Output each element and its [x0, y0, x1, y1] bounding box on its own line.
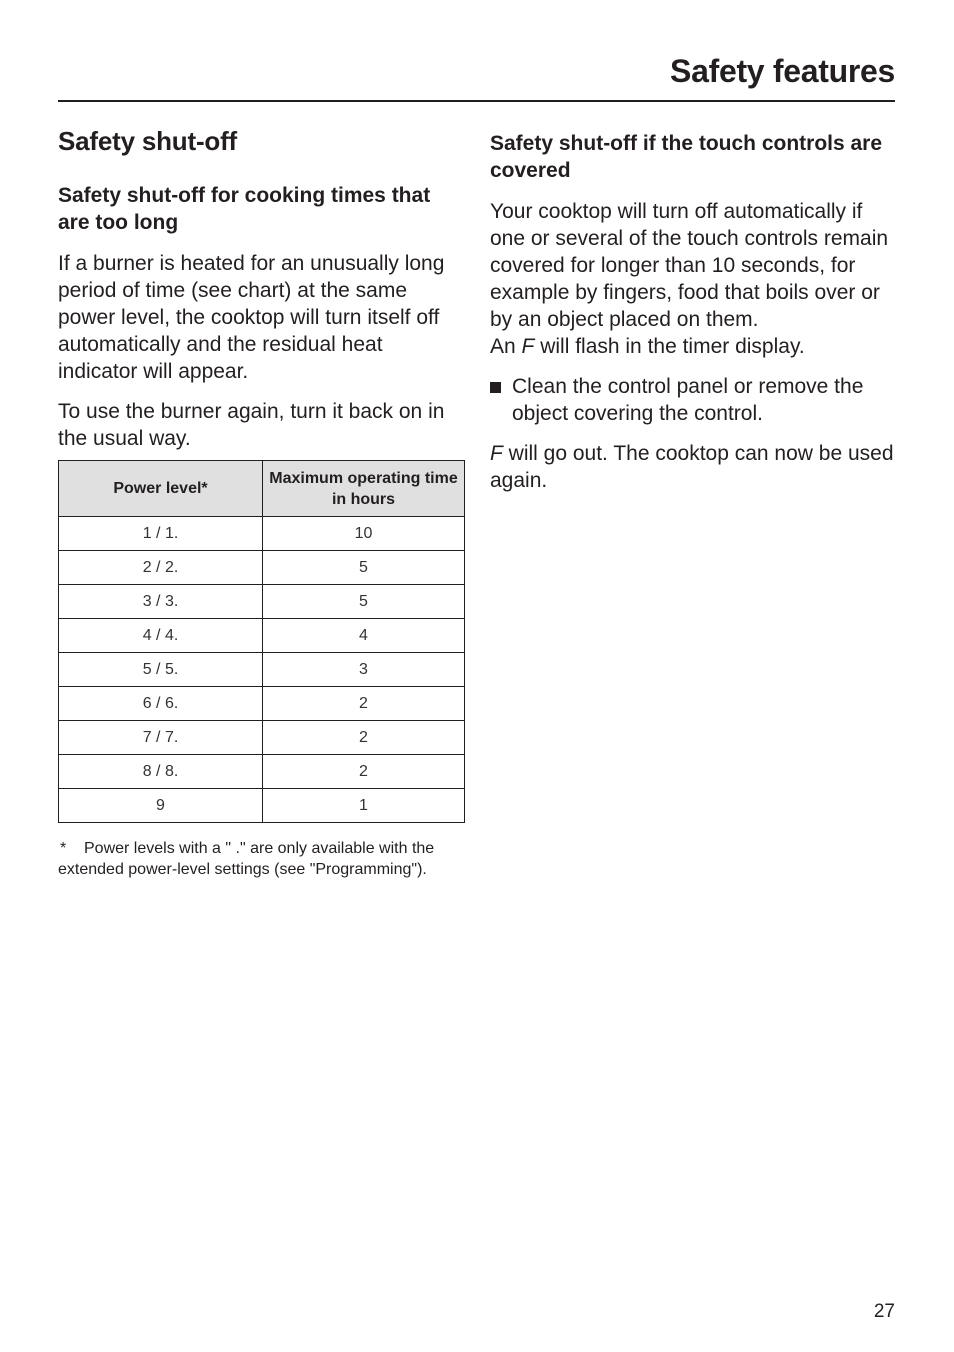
max-time-cell: 3 — [263, 653, 465, 687]
paragraph-flash-display — [490, 333, 900, 360]
power-level-cell: 6 / 6. — [59, 687, 263, 721]
square-bullet-icon — [490, 382, 501, 393]
table-row — [59, 585, 465, 619]
max-time-cell: 5 — [263, 585, 465, 619]
paragraph-restart: To use the burner again, turn it back on in the usual way. — [58, 400, 445, 450]
power-level-cell: 8 / 8. — [59, 755, 263, 789]
footnote-text: Power levels with a " ." are only available with the extended power-level settings (see "Programming"). — [58, 840, 435, 878]
page-number: 27 — [873, 1301, 895, 1322]
power-level-cell: 9 — [59, 789, 263, 823]
power-level-cell: 1 / 1. — [59, 517, 263, 551]
operating-time-table — [58, 460, 465, 823]
table-row — [59, 687, 465, 721]
subheading-cooking-times: Safety shut-off for cooking times that are too long — [58, 184, 431, 234]
left-column — [58, 124, 464, 880]
power-level-cell: 4 / 4. — [59, 619, 263, 653]
table-row — [59, 721, 465, 755]
paragraph-auto-off: If a burner is heated for an unusually long period of time (see chart) at the same power level, the cooktop will turn itself off automatically and the residual heat indicator will appear. — [58, 252, 445, 383]
power-level-cell: 7 / 7. — [59, 721, 263, 755]
paragraph-go-out — [490, 440, 900, 494]
table-row — [59, 755, 465, 789]
column-header-max-time: Maximum operating time in hours — [263, 461, 465, 517]
power-level-cell: 3 / 3. — [59, 585, 263, 619]
table-row — [59, 551, 465, 585]
page-header — [58, 50, 895, 102]
power-level-cell: 2 / 2. — [59, 551, 263, 585]
table-row — [59, 517, 465, 551]
table-footnote — [58, 838, 464, 880]
flash-text-post: will flash in the timer display. — [534, 335, 805, 358]
display-f-symbol: F — [521, 335, 535, 358]
max-time-cell: 2 — [263, 687, 465, 721]
page-title: Safety features — [670, 53, 895, 89]
footnote-marker: * — [60, 840, 67, 857]
go-out-text: will go out. The cooktop can now be used again. — [490, 442, 894, 492]
right-column — [490, 130, 900, 494]
display-f-symbol: F — [490, 442, 503, 465]
paragraph-covered-controls: Your cooktop will turn off automatically if one or several of the touch controls remain covered for longer than 10 seconds, for example by fingers, food that boils over or by an object placed on them. — [490, 200, 889, 331]
instruction-text: Clean the control panel or remove the object covering the control. — [512, 375, 864, 425]
table-row — [59, 619, 465, 653]
subheading-touch-controls: Safety shut-off if the touch controls are covered — [490, 132, 883, 182]
instruction-list-item — [490, 373, 900, 427]
section-title: Safety shut-off — [58, 126, 238, 156]
column-header-power-level: Power level* — [59, 461, 263, 517]
table-row — [59, 789, 465, 823]
max-time-cell: 2 — [263, 755, 465, 789]
flash-text-pre: An — [490, 335, 522, 358]
max-time-cell: 2 — [263, 721, 465, 755]
table-row — [59, 653, 465, 687]
max-time-cell: 4 — [263, 619, 465, 653]
max-time-cell: 1 — [263, 789, 465, 823]
max-time-cell: 10 — [263, 517, 465, 551]
power-level-cell: 5 / 5. — [59, 653, 263, 687]
max-time-cell: 5 — [263, 551, 465, 585]
table-header-row — [59, 461, 465, 517]
